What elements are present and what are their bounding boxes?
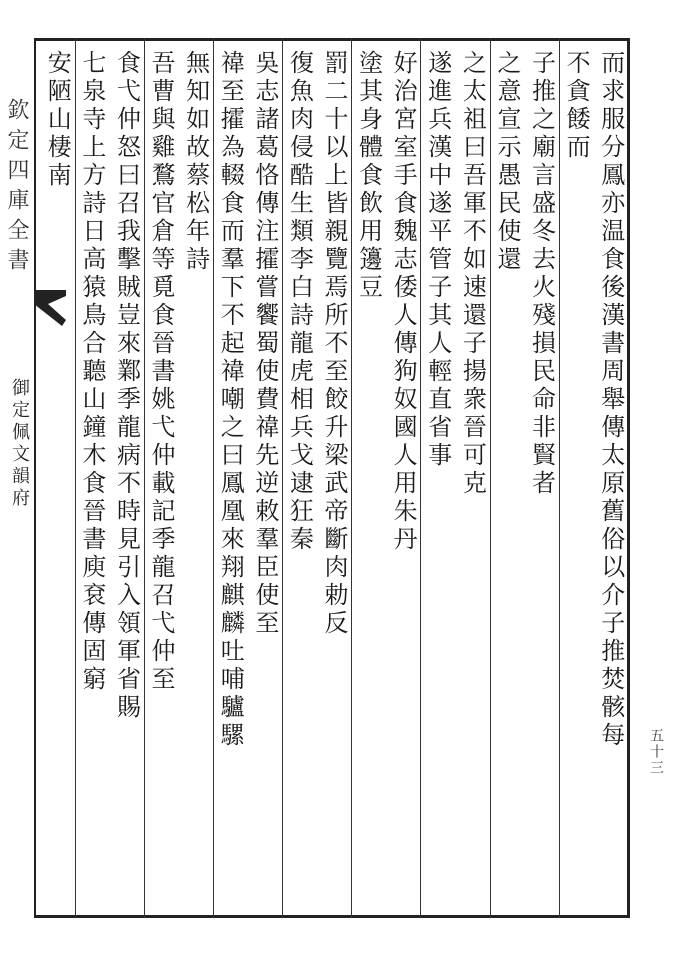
column-rule [75, 38, 76, 918]
text-column: 而求服分鳳亦温食後漢書周舉傳太原舊俗以介子推焚骸每 [596, 50, 625, 750]
text-column: 子推之廟言盛冬去火殘損民命非賢者 [527, 50, 556, 498]
text-column: 吾曹與雞鶩官倉等覓食晉書姚弋仲載記季龍召弋仲至 [147, 50, 176, 694]
column-rule [351, 38, 352, 918]
text-column: 好治宮室手食魏志倭人傳狗奴國人用朱丹 [389, 50, 418, 554]
text-column: 遂進兵漢中遂平管子其人輕直省事 [423, 50, 452, 470]
text-column: 塗其身體食飲用籩豆 [354, 50, 383, 302]
column-rule [213, 38, 214, 918]
text-column: 食弋仲怒曰召我擊賊豈來鄴季龍病不時見引入領軍省賜 [112, 50, 141, 722]
column-rule [144, 38, 145, 918]
text-column: 無知如故蔡松年詩 [181, 50, 210, 274]
text-column: 罰二十以上皆親覽焉所不至餃升梁武帝斷肉勅反 [320, 50, 348, 638]
text-column: 七泉寺上方詩日高猿鳥合聽山鐘木食晉書庾袞傳固窮 [77, 50, 106, 694]
text-column: 禕至攉為輟食而羣下不起禕嘲之曰鳳凰來翔麒麟吐哺驢騾 [216, 50, 245, 750]
text-column: 安陋山棲南 [43, 50, 72, 190]
text-column: 不貪餧而 [562, 50, 591, 162]
page-number: 五十三 [648, 728, 664, 776]
book-title: 御定佩文韻府 [9, 378, 30, 510]
collection-title: 欽定四庫全書 [4, 98, 29, 278]
text-column: 復魚肉侵酷生類李白詩龍虎相兵戈逮狂秦 [285, 50, 314, 554]
text-column: 之意宣示愚民使還 [492, 50, 521, 274]
text-column: 之太祖曰吾軍不如速還子揚衆晉可克 [458, 50, 487, 498]
text-column: 吳志諸葛恪傳注攉嘗饗蜀使費禕先逆敕羣臣使至 [250, 50, 279, 638]
page-margin-band [0, 38, 36, 918]
column-rule [490, 38, 491, 918]
column-rule [282, 38, 283, 918]
column-rule [559, 38, 560, 918]
